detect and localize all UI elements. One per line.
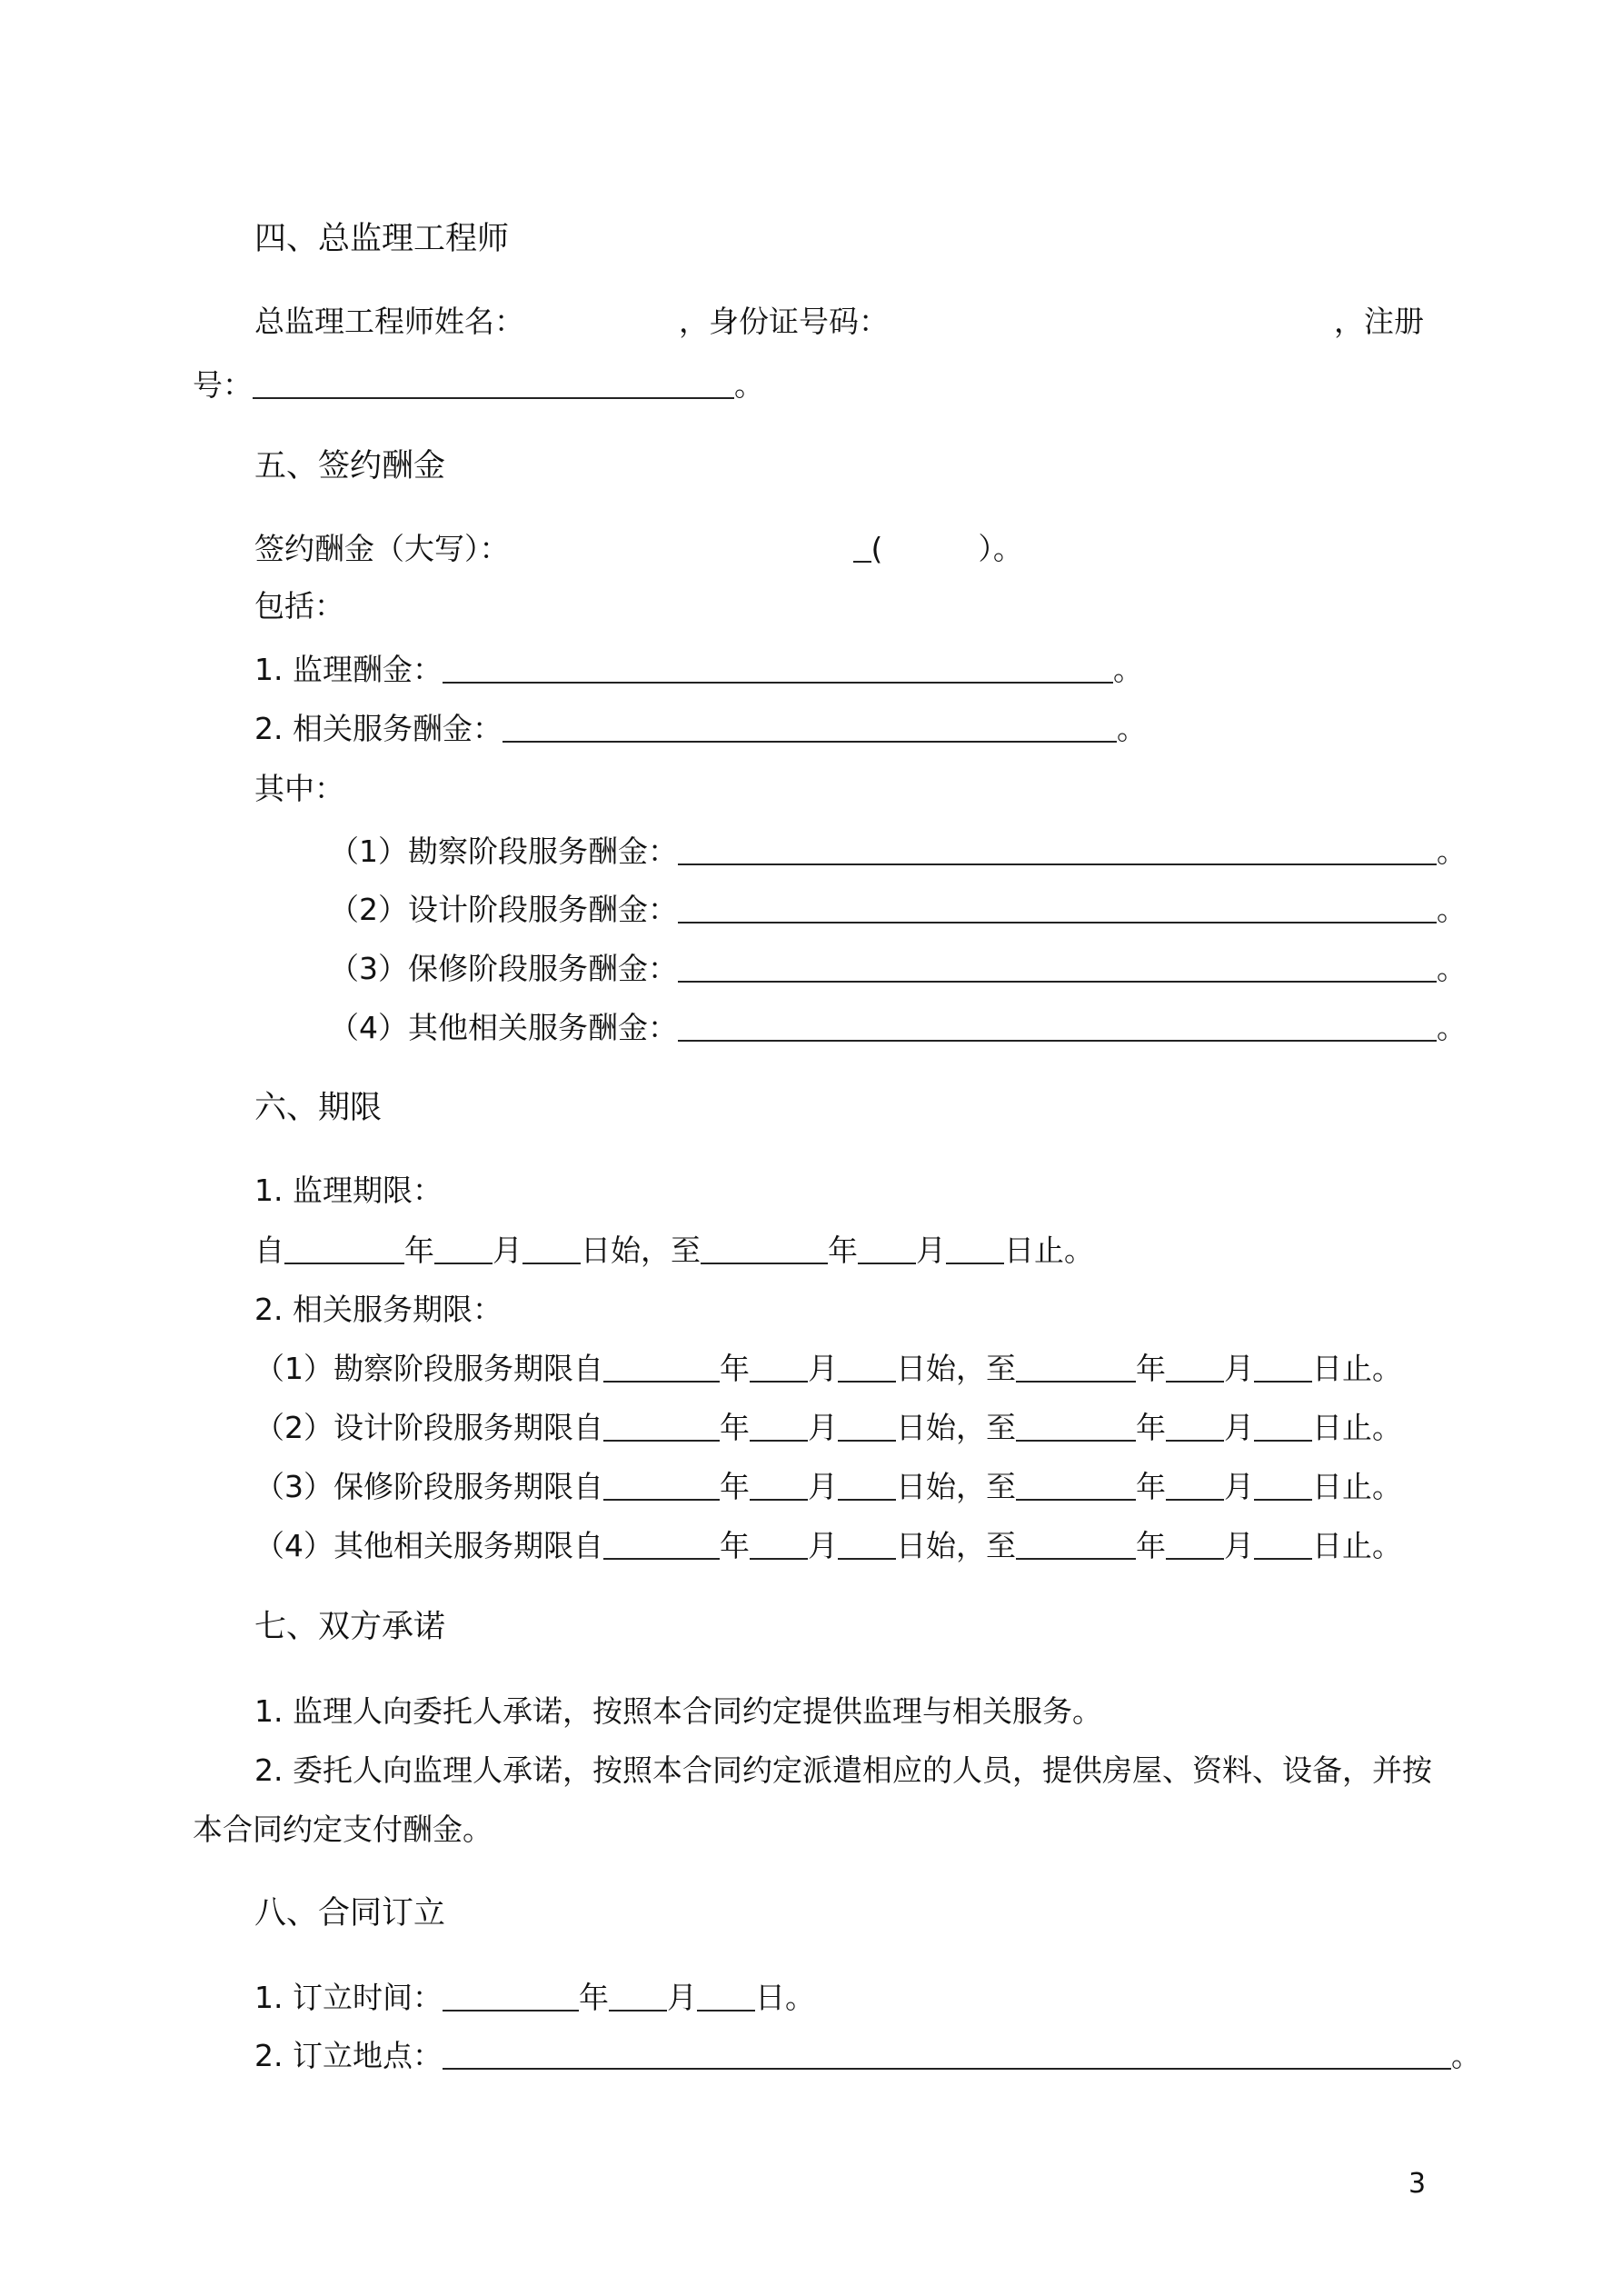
sub-fee-line: [329, 892, 1467, 928]
signing-year-field[interactable]: [443, 1982, 579, 2011]
day-end-word: 日止。: [1004, 1233, 1094, 1268]
day-start-word: 日始，至: [896, 1469, 1016, 1504]
section-7-heading: 七、双方承诺: [254, 1609, 446, 1645]
end-day-field[interactable]: [946, 1235, 1004, 1264]
section-4-heading: 四、总监理工程师: [254, 221, 510, 257]
month-word: 月: [666, 1980, 697, 2015]
signing-place-label: 2. 订立地点：: [254, 2038, 443, 2073]
end-month-field[interactable]: [1166, 1531, 1224, 1560]
among-label: 其中：: [254, 771, 344, 806]
end-year-field[interactable]: [701, 1235, 828, 1264]
supervision-fee-field[interactable]: [443, 654, 1113, 684]
from-word: 自: [254, 1233, 284, 1268]
other-service-period-label: （4）其他相关服务期限自: [254, 1528, 603, 1563]
sub-fee-line: [329, 834, 1467, 870]
service-period-line: [254, 1528, 1402, 1564]
month-word: 月: [916, 1233, 946, 1268]
period-mark: 。: [734, 367, 764, 403]
signing-time-line: [254, 1980, 815, 2016]
start-month-field[interactable]: [750, 1413, 808, 1442]
section-8-heading: 八、合同订立: [254, 1895, 446, 1932]
section-5-heading: 五、签约酬金: [254, 448, 446, 484]
end-month-field[interactable]: [1166, 1353, 1224, 1383]
survey-period-label: （1）勘察阶段服务期限自: [254, 1351, 603, 1386]
start-month-field[interactable]: [750, 1353, 808, 1383]
supervision-period-label: 1. 监理期限：: [254, 1173, 443, 1208]
month-word: 月: [808, 1351, 838, 1386]
start-day-field[interactable]: [838, 1413, 896, 1442]
signing-time-label: 1. 订立时间：: [254, 1980, 443, 2015]
chief-engineer-line: [254, 304, 1436, 340]
end-day-field[interactable]: [1254, 1472, 1312, 1501]
warranty-period-label: （3）保修阶段服务期限自: [254, 1469, 603, 1504]
end-day-field[interactable]: [1254, 1531, 1312, 1560]
registration-number-field[interactable]: [253, 370, 734, 399]
end-day-field[interactable]: [1254, 1413, 1312, 1442]
start-day-field[interactable]: [838, 1353, 896, 1383]
day-start-word: 日始，至: [896, 1351, 1016, 1386]
start-day-field[interactable]: [522, 1235, 581, 1264]
related-service-period-label: 2. 相关服务期限：: [254, 1292, 503, 1327]
start-month-field[interactable]: [434, 1235, 493, 1264]
end-month-field[interactable]: [1166, 1413, 1224, 1442]
signing-fee-label: 签约酬金（大写）：: [254, 531, 510, 566]
start-year-field[interactable]: [284, 1235, 404, 1264]
start-year-field[interactable]: [603, 1413, 720, 1442]
warranty-fee-label: （3）保修阶段服务酬金：: [329, 951, 678, 986]
day-end-word: 日止。: [1312, 1410, 1402, 1445]
start-year-field[interactable]: [603, 1353, 720, 1383]
commitment-paragraph-2-line-2: 本合同约定支付酬金。: [193, 1812, 493, 1847]
start-month-field[interactable]: [750, 1472, 808, 1501]
start-day-field[interactable]: [838, 1472, 896, 1501]
year-word: 年: [1136, 1469, 1166, 1504]
design-period-label: （2）设计阶段服务期限自: [254, 1410, 603, 1445]
month-word: 月: [1224, 1351, 1254, 1386]
registration-line: [193, 367, 764, 404]
end-year-field[interactable]: [1016, 1531, 1136, 1560]
month-word: 月: [808, 1469, 838, 1504]
paren-close: ）。: [978, 531, 1023, 566]
commitment-paragraph-1: 1. 监理人向委托人承诺，按照本合同约定提供监理与相关服务。: [254, 1693, 1102, 1729]
month-word: 月: [808, 1410, 838, 1445]
year-word: 年: [1136, 1410, 1166, 1445]
end-year-field[interactable]: [1016, 1353, 1136, 1383]
includes-label: 包括：: [254, 588, 344, 624]
start-month-field[interactable]: [750, 1531, 808, 1560]
survey-fee-field[interactable]: [678, 836, 1437, 865]
period-mark: 。: [1450, 2038, 1481, 2073]
paren-open: (: [871, 531, 883, 566]
fee-underline: [853, 534, 871, 563]
year-word: 年: [1136, 1528, 1166, 1563]
sub-fee-line: [329, 1010, 1467, 1046]
end-day-field[interactable]: [1254, 1353, 1312, 1383]
service-period-line: [254, 1469, 1402, 1505]
design-fee-field[interactable]: [678, 894, 1437, 923]
day-end-word: 日止。: [1312, 1351, 1402, 1386]
other-service-fee-field[interactable]: [678, 1013, 1437, 1042]
sub-fee-line: [329, 951, 1467, 987]
signing-place-line: [254, 2038, 1481, 2074]
period-mark: 。: [1437, 834, 1467, 869]
period-mark: 。: [1116, 711, 1147, 746]
chief-name-label: 总监理工程师姓名：: [254, 304, 524, 339]
day-end-word: 日。: [754, 1980, 815, 2015]
period-mark: 。: [1437, 1010, 1467, 1045]
period-mark: 。: [1112, 652, 1143, 687]
related-service-fee-field[interactable]: [503, 714, 1117, 743]
day-start-word: 日始，至: [896, 1528, 1016, 1563]
month-word: 月: [808, 1528, 838, 1563]
signing-day-field[interactable]: [697, 1982, 755, 2011]
year-word: 年: [720, 1351, 750, 1386]
registration-label: 号：: [193, 367, 253, 403]
registration-label-start: ，注册: [1334, 304, 1424, 339]
signing-fee-line: [254, 531, 1023, 567]
year-word: 年: [720, 1528, 750, 1563]
month-word: 月: [1224, 1469, 1254, 1504]
signing-place-field[interactable]: [443, 2041, 1451, 2070]
related-service-fee-label: 2. 相关服务酬金：: [254, 711, 503, 746]
service-period-line: [254, 1351, 1402, 1387]
commitment-paragraph-2-line-1: 2. 委托人向监理人承诺，按照本合同约定派遣相应的人员，提供房屋、资料、设备，并按: [254, 1752, 1432, 1788]
page-number: 3: [1408, 2168, 1427, 2200]
year-word: 年: [720, 1410, 750, 1445]
year-word: 年: [404, 1233, 434, 1268]
supervision-period-line: [254, 1233, 1094, 1269]
supervision-fee-label: 1. 监理酬金：: [254, 652, 443, 687]
month-word: 月: [493, 1233, 522, 1268]
year-word: 年: [720, 1469, 750, 1504]
warranty-fee-field[interactable]: [678, 953, 1437, 983]
year-word: 年: [578, 1980, 609, 2015]
month-word: 月: [1224, 1528, 1254, 1563]
end-month-field[interactable]: [858, 1235, 916, 1264]
start-year-field[interactable]: [603, 1531, 720, 1560]
period-mark: 。: [1437, 892, 1467, 927]
design-fee-label: （2）设计阶段服务酬金：: [329, 892, 678, 927]
id-number-label: ，身份证号码：: [679, 304, 889, 339]
signing-month-field[interactable]: [609, 1982, 667, 2011]
day-end-word: 日止。: [1312, 1469, 1402, 1504]
end-year-field[interactable]: [1016, 1413, 1136, 1442]
supervision-fee-line: [254, 652, 1143, 688]
month-word: 月: [1224, 1410, 1254, 1445]
service-period-line: [254, 1410, 1402, 1446]
period-mark: 。: [1437, 951, 1467, 986]
day-end-word: 日止。: [1312, 1528, 1402, 1563]
year-word: 年: [828, 1233, 858, 1268]
other-service-fee-label: （4）其他相关服务酬金：: [329, 1010, 678, 1045]
section-6-heading: 六、期限: [254, 1090, 383, 1126]
day-start-word: 日始，至: [896, 1410, 1016, 1445]
day-start-word: 日始，至: [581, 1233, 701, 1268]
survey-fee-label: （1）勘察阶段服务酬金：: [329, 834, 678, 869]
end-year-field[interactable]: [1016, 1472, 1136, 1501]
related-service-fee-line: [254, 711, 1147, 747]
end-month-field[interactable]: [1166, 1472, 1224, 1501]
start-year-field[interactable]: [603, 1472, 720, 1501]
year-word: 年: [1136, 1351, 1166, 1386]
start-day-field[interactable]: [838, 1531, 896, 1560]
